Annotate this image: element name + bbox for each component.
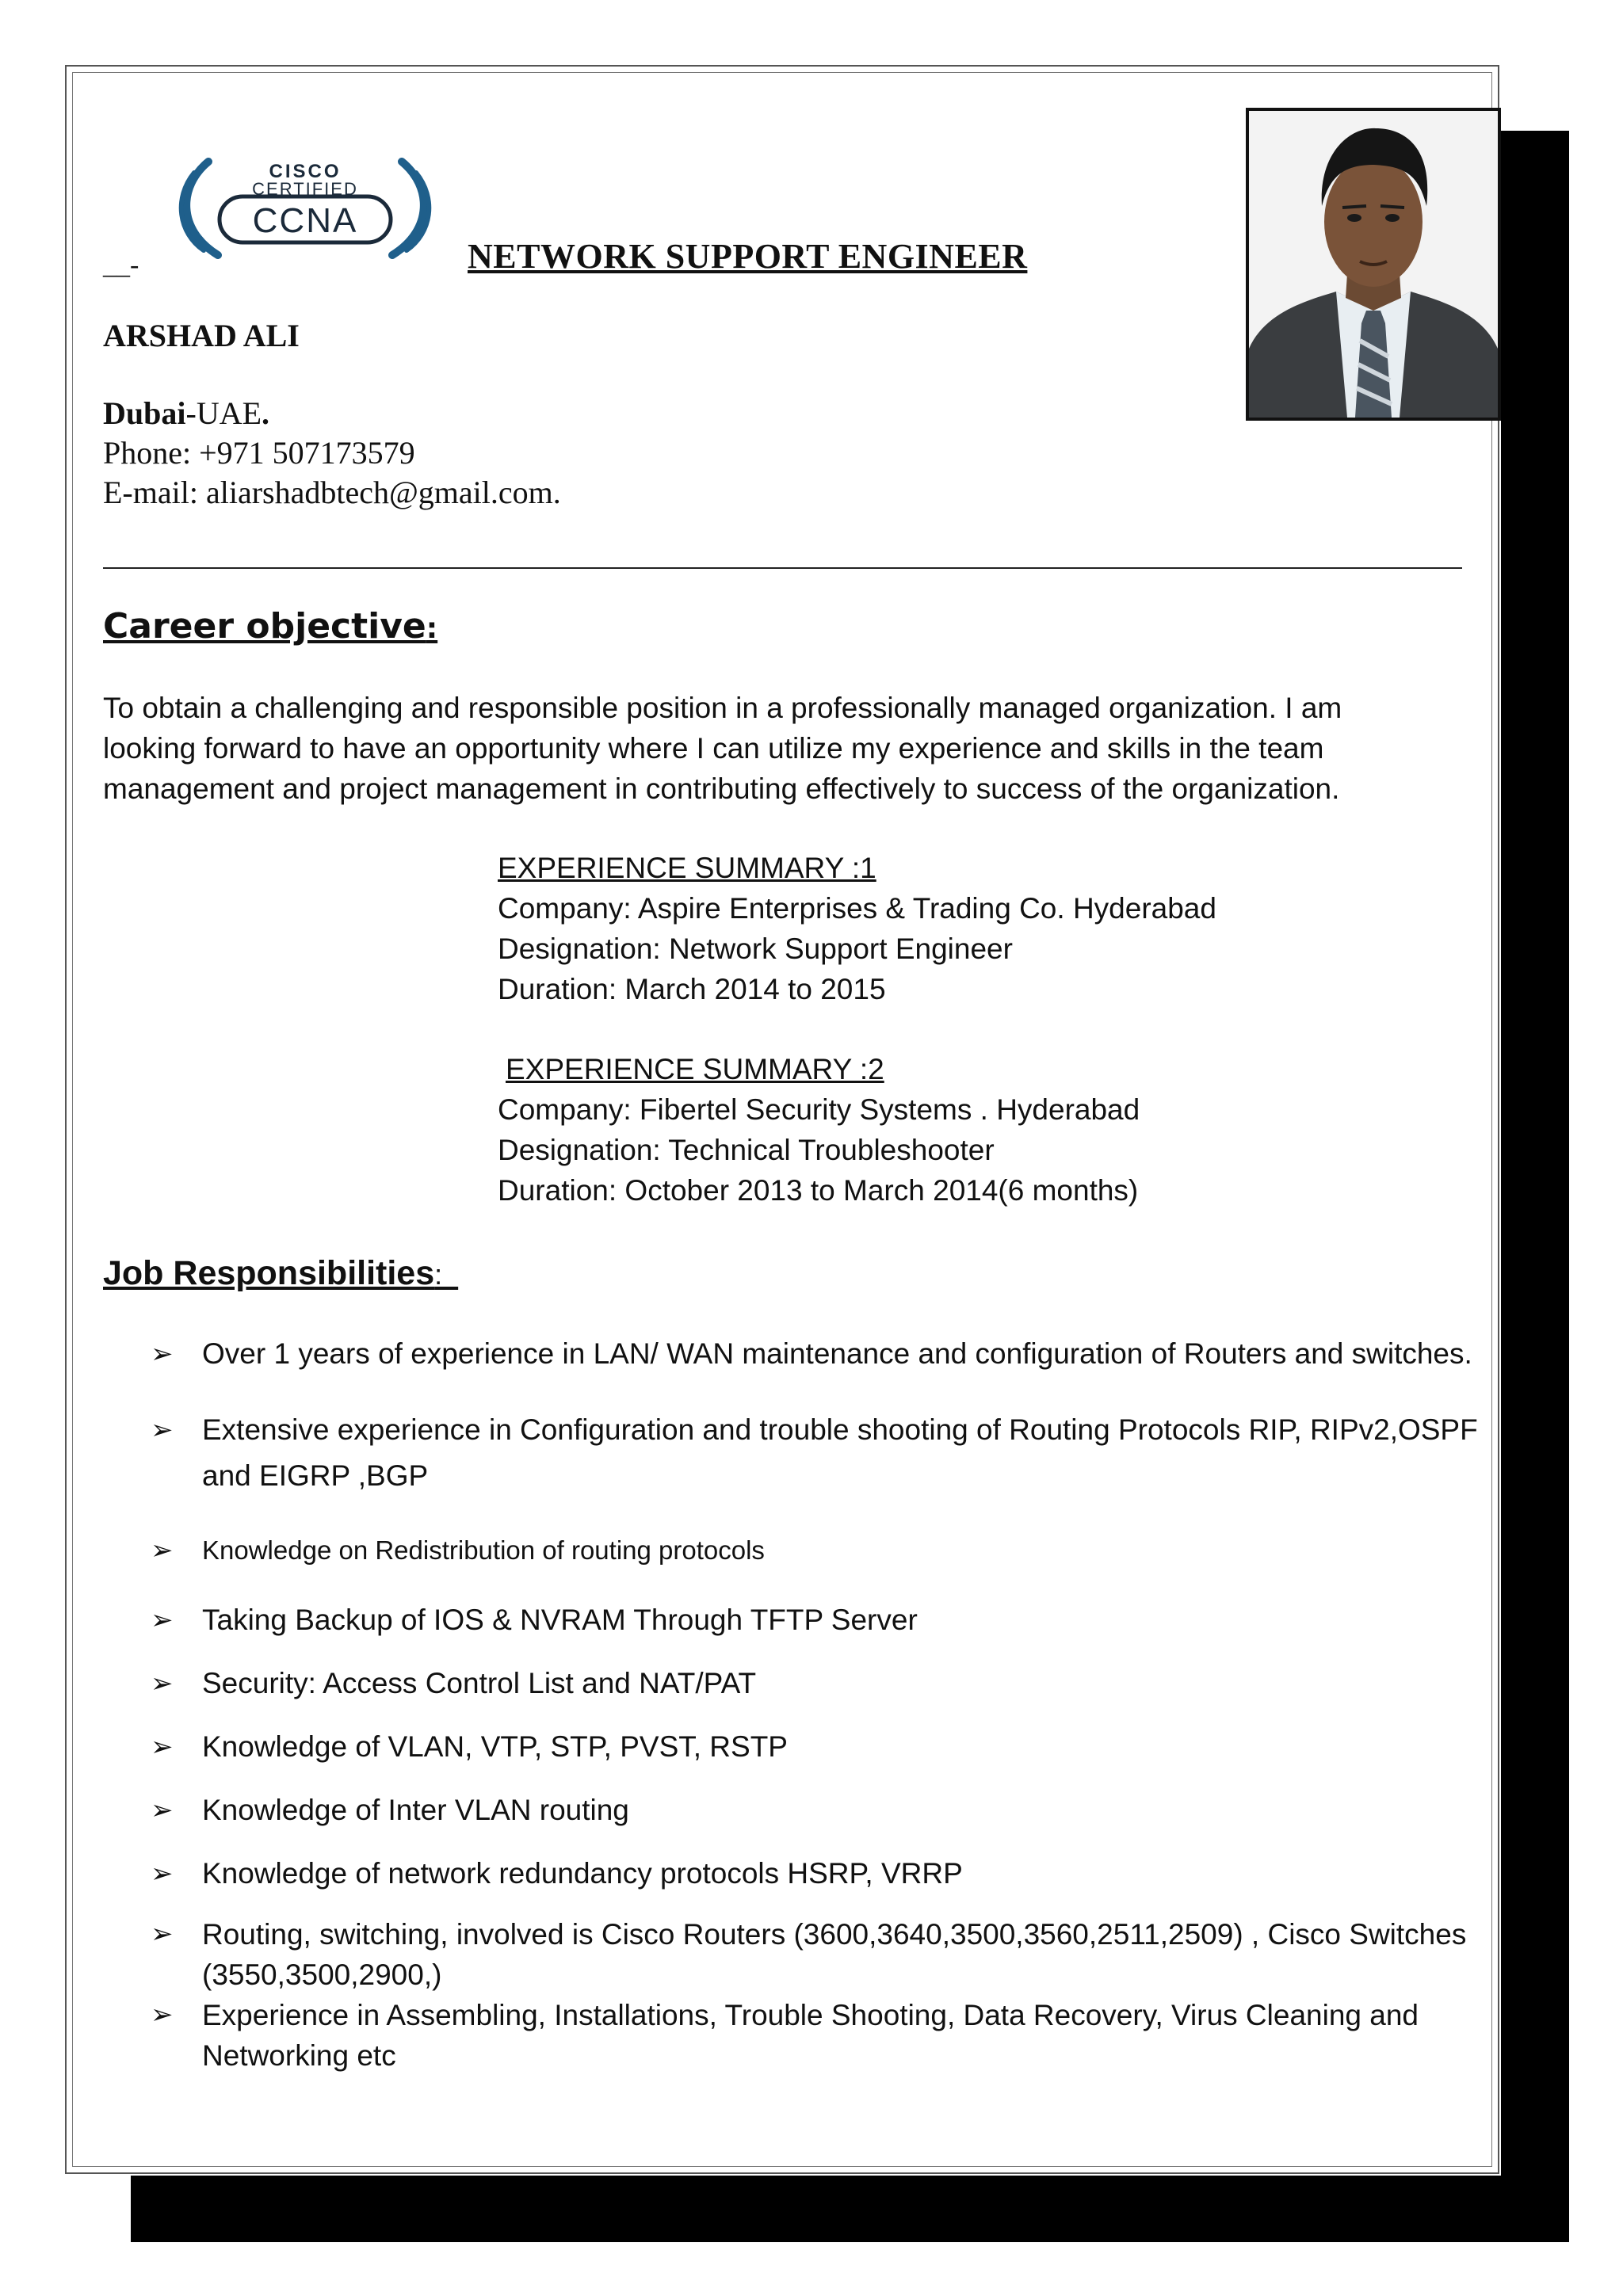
ccna-logo [170,151,440,269]
section-divider [103,567,1462,569]
logo-text-line3: CCNA [252,201,358,240]
list-item: ➢ Taking Backup of IOS & NVRAM Through TFTP Server [151,1597,1490,1643]
page-shadow-bottom [131,2176,1569,2242]
city: Dubai [103,395,186,431]
country: -UAE [185,395,262,431]
arrow-bullet-icon: ➢ [151,1535,174,1566]
list-item: ➢ Over 1 years of experience in LAN/ WAN maintenance and configuration of Routers and switches. [151,1331,1490,1377]
career-line-3: management and project management in contributing effectively to success of the organization. [103,772,1340,805]
arrow-bullet-icon: ➢ [151,1731,174,1763]
arrow-bullet-icon: ➢ [151,1918,174,1950]
arrow-bullet-icon: ➢ [151,1668,174,1699]
experience-duration: Duration: March 2014 to 2015 [498,973,886,1005]
list-item: ➢ Routing, switching, involved is Cisco Routers (3600,3640,3500,3560,2511,2509) , Cisco Switches (3550,3500,2900,) [151,1914,1490,1995]
arrow-bullet-icon: ➢ [151,1338,174,1370]
career-objective-text [103,688,1482,809]
arrow-bullet-icon: ➢ [151,1999,174,2031]
career-objective-heading: Career objective: [103,606,438,646]
logo-text-line2: CERTIFIED [252,179,358,199]
career-line-2: looking forward to have an opportunity where I can utilize my experience and skills in the team [103,732,1324,765]
arrow-bullet-icon: ➢ [151,1858,174,1890]
experience-heading: EXPERIENCE SUMMARY :1 [498,852,876,884]
phone-line: Phone: +971 507173579 [103,435,415,471]
arrow-bullet-icon: ➢ [151,1794,174,1826]
responsibilities-list [151,1331,1490,2076]
experience-designation: Designation: Technical Troubleshooter [498,1134,995,1166]
logo-text-line1: CISCO [269,161,342,182]
experience-heading: EXPERIENCE SUMMARY :2 [506,1053,884,1085]
candidate-name: ARSHAD ALI [103,318,300,353]
experience-company: Company: Aspire Enterprises & Trading Co. Hyderabad [498,892,1216,925]
location-line [103,394,561,433]
list-item: ➢ Knowledge on Redistribution of routing protocols [151,1527,1490,1573]
experience-summary-1 [498,848,1216,1009]
page-shadow-right [1501,131,1569,2242]
list-item: ➢ Experience in Assembling, Installations, Trouble Shooting, Data Recovery, Virus Cleaning and Networking etc [151,1995,1490,2076]
experience-summary-2 [498,1049,1140,1211]
list-item: ➢ Knowledge of network redundancy protocols HSRP, VRRP [151,1851,1490,1897]
contact-block [103,394,561,513]
country-dot: . [262,395,270,431]
email-line: E-mail: aliarshadbtech@gmail.com. [103,475,561,510]
profile-photo [1246,108,1501,421]
experience-company: Company: Fibertel Security Systems . Hyderabad [498,1093,1140,1126]
header-dash: __- [103,250,139,280]
experience-designation: Designation: Network Support Engineer [498,933,1013,965]
experience-duration: Duration: October 2013 to March 2014(6 months) [498,1174,1139,1207]
list-item: ➢ Security: Access Control List and NAT/PAT [151,1661,1490,1707]
career-line-1: To obtain a challenging and responsible position in a professionally managed organization. I am [103,692,1342,724]
resume-title: NETWORK SUPPORT ENGINEER [468,237,1028,276]
arrow-bullet-icon: ➢ [151,1604,174,1636]
job-responsibilities-heading: Job Responsibilities: [103,1254,459,1292]
list-item: ➢ Knowledge of Inter VLAN routing [151,1787,1490,1833]
list-item: ➢ Extensive experience in Configuration and trouble shooting of Routing Protocols RIP, RIPv2,OSPF and EIGRP ,BGP [151,1407,1490,1499]
list-item: ➢ Knowledge of VLAN, VTP, STP, PVST, RSTP [151,1724,1490,1770]
arrow-bullet-icon: ➢ [151,1414,174,1446]
